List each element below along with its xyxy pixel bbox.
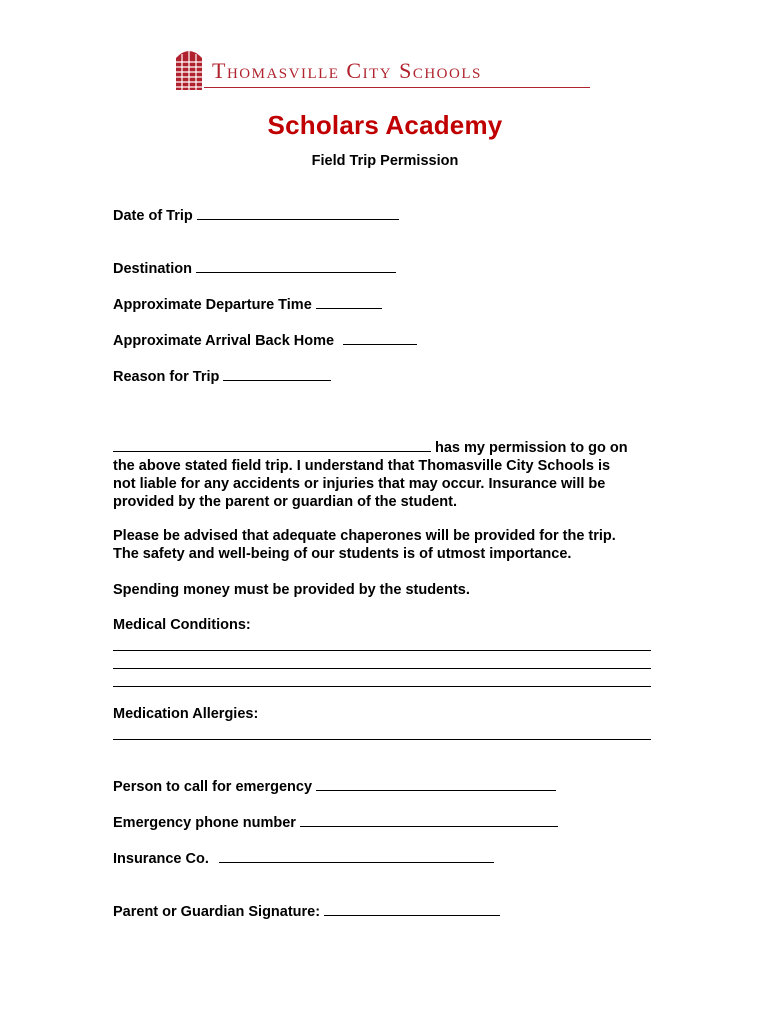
medical-conditions-line-1[interactable] [113,650,651,651]
insurance-field[interactable] [219,849,494,863]
chaperones-line-1: Please be advised that adequate chaperones will be provided for the trip. [113,528,616,544]
arrival-row [113,331,417,350]
school-building-logo-icon [174,44,204,90]
permission-line-3: not liable for any accidents or injuries that may occur. Insurance will be [113,476,606,492]
emergency-phone-label: Emergency phone number [113,815,296,831]
emergency-phone-row [113,813,558,832]
permission-paragraph [113,438,653,511]
destination-field[interactable] [196,259,396,273]
emergency-person-field[interactable] [316,777,556,791]
emergency-person-row [113,777,556,796]
reason-field[interactable] [223,367,331,381]
medical-conditions-line-3[interactable] [113,686,651,687]
emergency-phone-field[interactable] [300,813,558,827]
reason-row [113,367,331,386]
medical-conditions-label: Medical Conditions: [113,617,251,633]
signature-row [113,902,500,921]
chaperones-line-2: The safety and well-being of our students is of utmost importance. [113,546,572,562]
logo-underline [204,87,590,88]
medication-allergies-label: Medication Allergies: [113,706,259,722]
departure-label: Approximate Departure Time [113,297,312,313]
arrival-field[interactable] [343,331,417,345]
emergency-person-label: Person to call for emergency [113,779,313,795]
spending-note: Spending money must be provided by the students. [113,582,470,598]
student-name-field[interactable] [113,438,431,452]
destination-label: Destination [113,261,192,277]
chaperones-paragraph [113,527,653,563]
date-of-trip-field[interactable] [197,206,399,220]
page-subtitle: Field Trip Permission [311,153,459,169]
departure-row [113,295,382,314]
permission-line-2: the above stated field trip. I understand that Thomasville City Schools is [113,458,611,474]
permission-line-4: provided by the parent or guardian of the student. [113,494,457,510]
signature-label: Parent or Guardian Signature: [113,904,321,920]
insurance-label: Insurance Co. [113,851,209,867]
district-logo-text: Thomasville City Schools [212,58,482,83]
signature-field[interactable] [324,902,500,916]
date-of-trip-row [113,206,399,225]
date-of-trip-label: Date of Trip [113,208,193,224]
page-title: Scholars Academy [267,110,503,140]
medication-allergies-line[interactable] [113,739,651,740]
medical-conditions-line-2[interactable] [113,668,651,669]
reason-label: Reason for Trip [113,369,220,385]
destination-row [113,259,396,278]
arrival-label: Approximate Arrival Back Home [113,333,335,349]
permission-line-1: has my permission to go on [435,440,628,456]
departure-field[interactable] [316,295,382,309]
insurance-row [113,849,494,868]
